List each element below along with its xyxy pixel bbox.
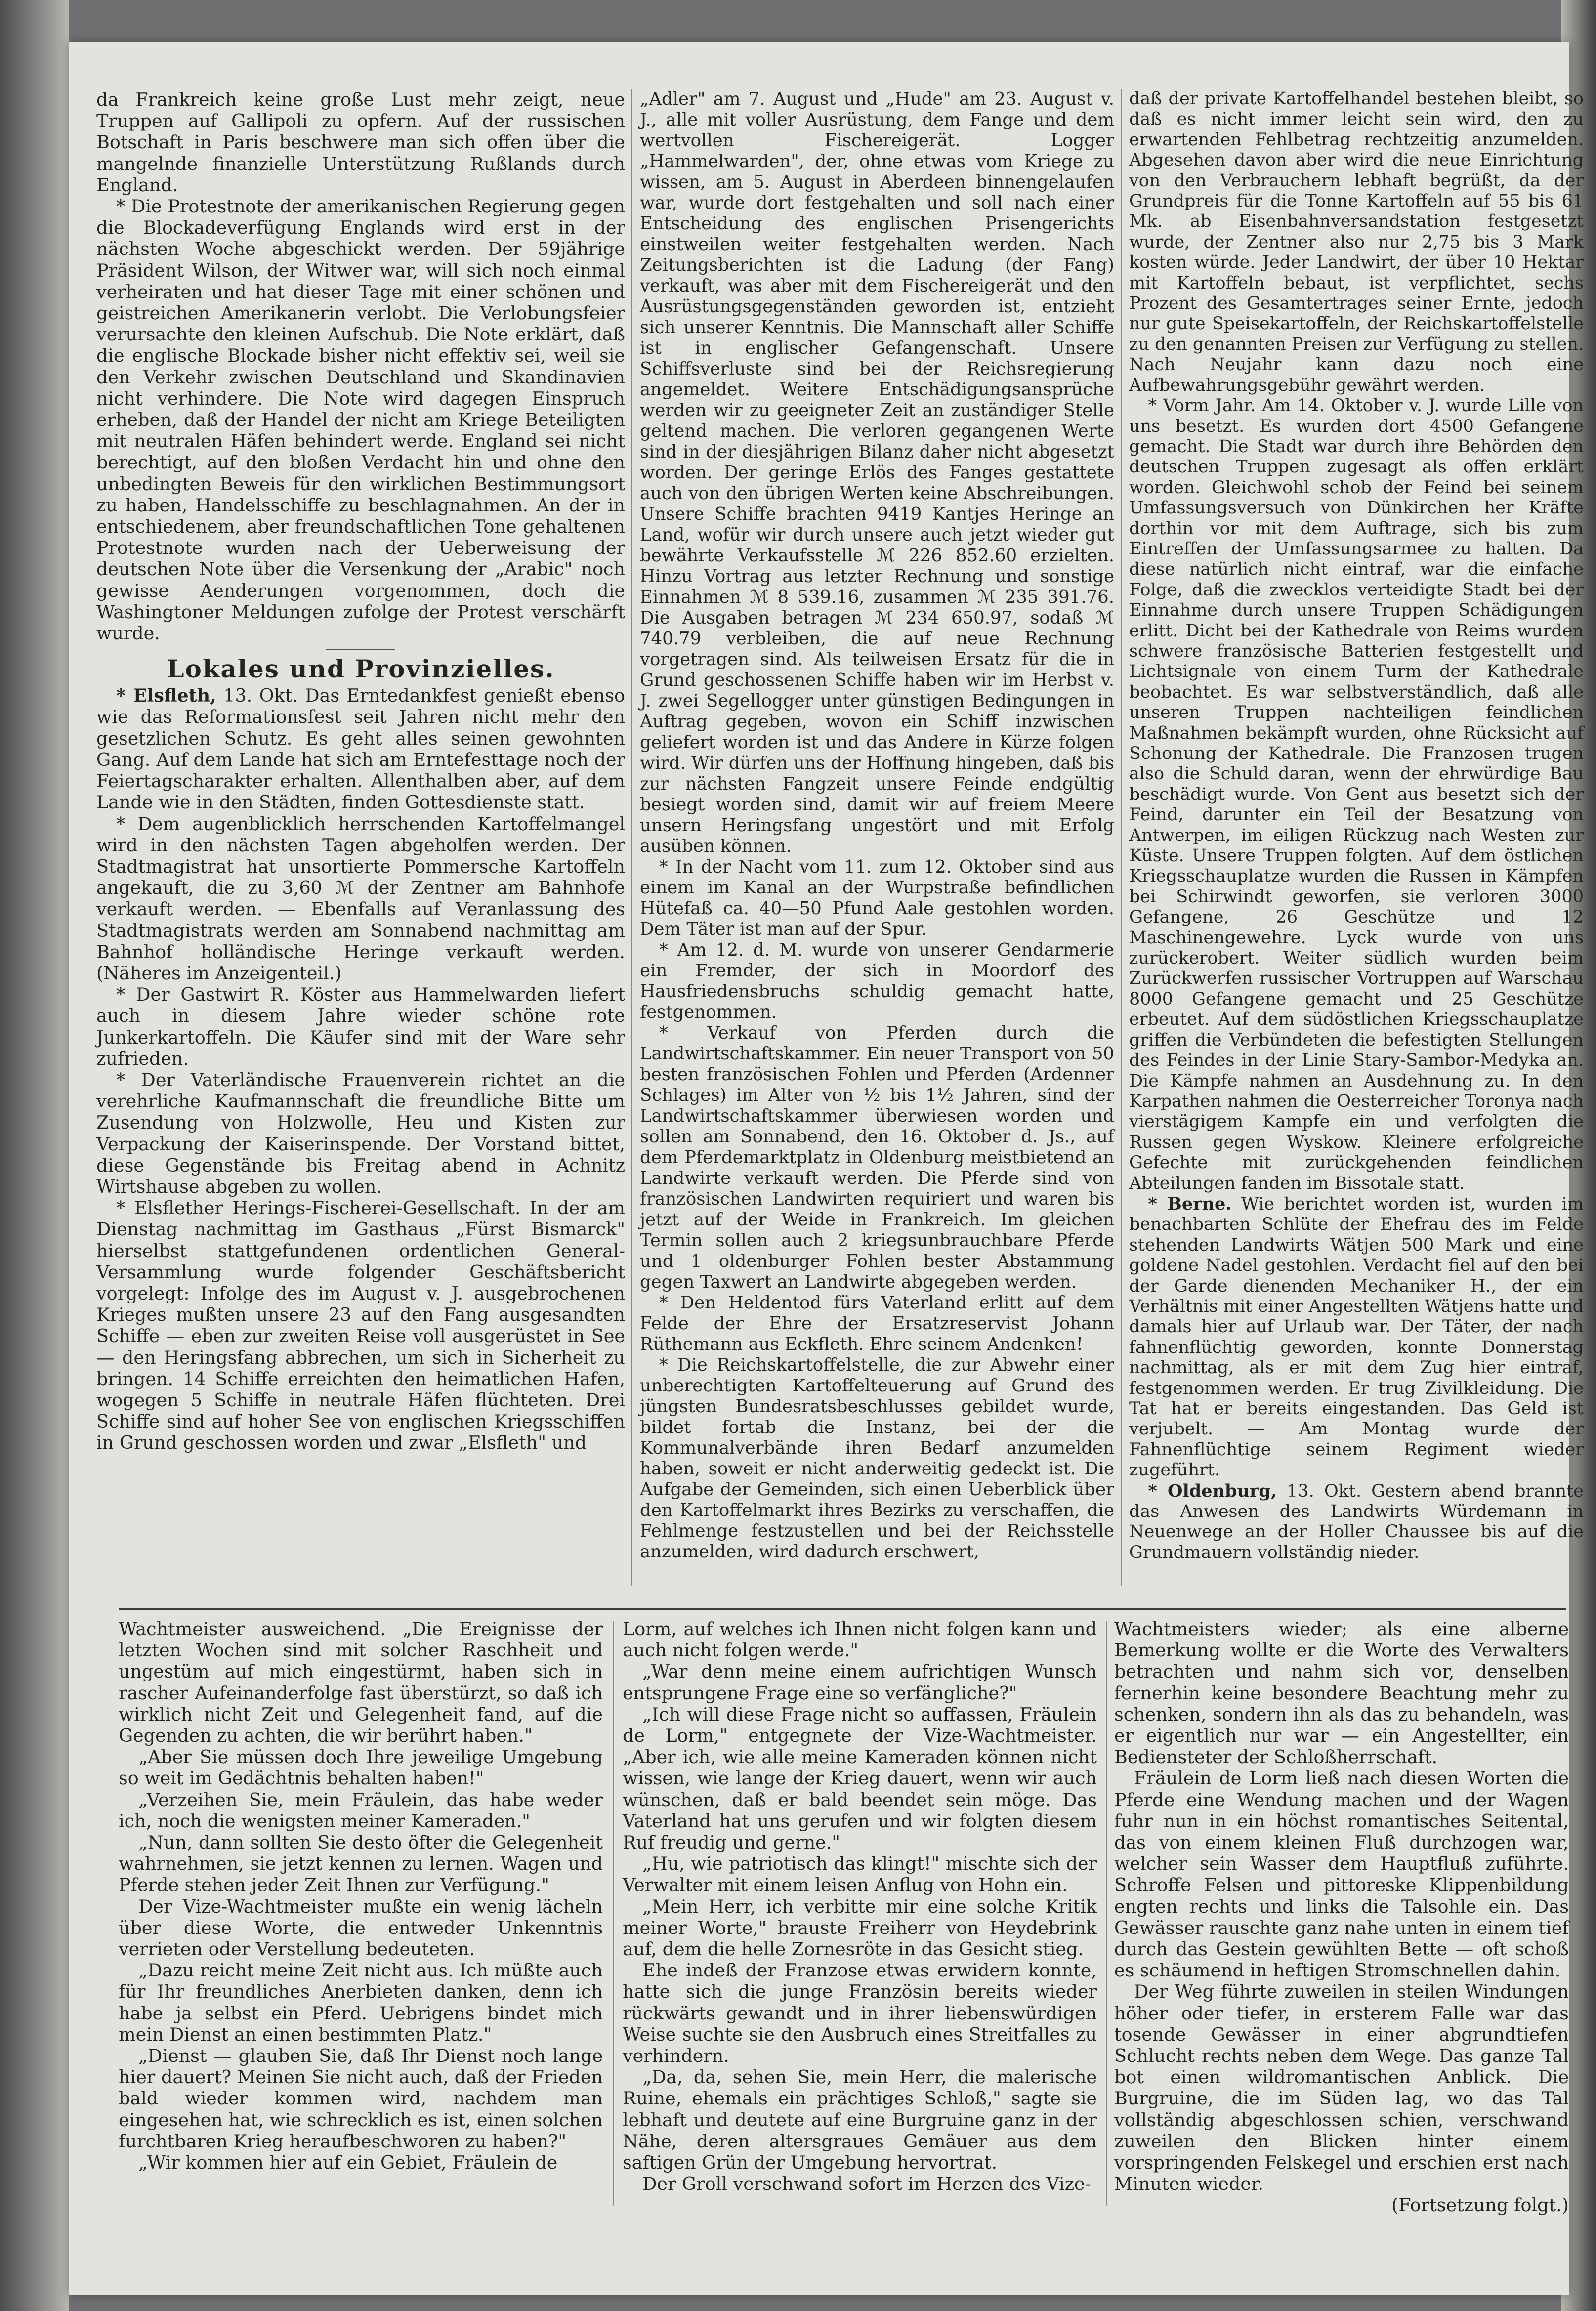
dateline: * Oldenburg, xyxy=(1148,1480,1277,1501)
column-rule xyxy=(1106,1621,1107,2206)
article-paragraph xyxy=(96,685,625,813)
feuilleton-column-3 xyxy=(1114,1618,1569,2216)
article-paragraph: * Elsflether Herings-Fischerei-Gesellschaft. In der am Dienstag nachmittag im Gasthaus „Fürst Bismarck" hierselbst stattgefundenen ordentlichen General-Versammlung wurde folgender Geschäftsbericht vorgelegt: Infolge des im August v. J. ausgebrochenen Krieges mußten unsere 23 auf den Fang ausgesandten Schiffe — eben zur zweiten Reise voll ausgerüstet in See — den Heringsfang abbrechen, um sich in Sicherheit zu bringen. 14 Schiffe erreichten den heimatlichen Hafen, wogegen 5 Schiffe in neutrale Häfen flüchteten. Drei Schiffe sind auf hoher See von englischen Kriegsschiffen in Grund geschossen worden und zwar „Elsfleth" und xyxy=(96,1197,625,1454)
article-paragraph xyxy=(1129,1481,1584,1563)
article-paragraph: daß der private Kartoffelhandel bestehen bleibt, so daß es nicht immer leicht sein wird, den zu erwartenden Fehlbetrag rechtzeitig anzumelden. Abgesehen davon aber wird die neue Einrichtung von den Verbrauchern lebhaft begrüßt, da der Grundpreis für die Tonne Kartoffeln auf 55 bis 61 Mk. ab Eisenbahnversandstation festgesetzt wurde, der Zentner also nur 2,75 bis 3 Mark kosten würde. Jeder Landwirt, der über 10 Hektar mit Kartoffeln bebaut, ist verpflichtet, sechs Prozent des Gesamtertrages seiner Ernte, jedoch nur gute Speisekartoffeln, der Reichskartoffelstelle zu den genannten Preisen zur Verfügung zu stellen. Nach Neujahr kann dazu noch eine Aufbewahrungsgebühr gewährt werden. xyxy=(1129,89,1584,395)
story-paragraph: „Da, da, sehen Sie, mein Herr, die malerische Ruine, ehemals ein prächtiges Schloß," sagte sie lebhaft und deutete auf eine Burgruine ganz in der Nähe, deren altersgraues Gemäuer aus dem saftigen Grün der Umgebung hervortrat. xyxy=(623,2066,1097,2174)
section-divider xyxy=(326,649,395,650)
story-paragraph: „Dazu reicht meine Zeit nicht aus. Ich müßte auch für Ihr freundliches Anerbieten danken, denn ich habe ja selbst ein Pferd. Uebrigens bindet mich mein Dienst an einen bestimmten Platz." xyxy=(119,1960,603,2045)
story-paragraph: Wachtmeister ausweichend. „Die Ereignisse der letzten Wochen sind mit solcher Raschheit und ungestüm auf mich eingestürmt, haben sich in rascher Aufeinanderfolge fast überstürzt, so daß ich wirklich nicht Zeit und Gelegenheit fand, auf die Gegenden zu achten, die wir berührt haben." xyxy=(119,1618,603,1747)
article-paragraph: * Am 12. d. M. wurde von unserer Gendarmerie ein Fremder, der sich in Moordorf des Hausfriedensbruchs schuldig gemacht hatte, festgenommen. xyxy=(640,940,1114,1022)
story-paragraph: „Verzeihen Sie, mein Fräulein, das habe weder ich, noch die wenigsten meiner Kameraden." xyxy=(119,1789,603,1832)
article-paragraph: da Frankreich keine große Lust mehr zeigt, neue Truppen auf Gallipoli zu opfern. Auf der russischen Botschaft in Paris beschwere man sich offen über die mangelnde finanzielle Unterstützung Rußlands durch England. xyxy=(96,89,625,196)
article-text: 13. Okt. Das Erntedankfest genießt ebenso wie das Reformationsfest seit Jahren nicht mehr den gesetzlichen Schutz. Es geht alles seinen gewohnten Gang. Auf dem Lande hat sich am Erntefesttage noch der Feiertagscharakter erhalten. Allenthalben aber, auf dem Lande wie in den Städten, finden Gottesdienste statt. xyxy=(96,685,625,813)
article-paragraph: * Den Heldentod fürs Vaterland erlitt auf dem Felde der Ehre der Ersatzreservist Johann Rüthemann aus Eckfleth. Ehre seinem Andenken! xyxy=(640,1293,1114,1354)
article-paragraph xyxy=(1129,1194,1584,1481)
story-paragraph: „Hu, wie patriotisch das klingt!" mischte sich der Verwalter mit einem leisen Anflug von Hohn ein. xyxy=(623,1853,1097,1896)
story-paragraph: „Dienst — glauben Sie, daß Ihr Dienst noch lange hier dauert? Meinen Sie nicht auch, daß der Frieden bald wieder kommen wird, nachdem man eingesehen hat, wie schrecklich es ist, einen solchen furchtbaren Krieg heraufbeschworen zu haben?" xyxy=(119,2045,603,2152)
feuilleton-separator xyxy=(119,1608,1566,1610)
feuilleton-column-1 xyxy=(119,1618,603,2173)
story-paragraph: „Mein Herr, ich verbitte mir eine solche Kritik meiner Worte," brauste Freiherr von Heydebrink auf, dem die helle Zornesröte in das Gesicht stieg. xyxy=(623,1895,1097,1960)
column-rule xyxy=(1121,89,1122,1586)
article-paragraph: * Die Protestnote der amerikanischen Regierung gegen die Blockadeverfügung Englands wird erst in der nächsten Woche abgeschickt werden. Der 59jährige Präsident Wilson, der Witwer war, will sich noch einmal verheiraten und hat dieser Tage mit einer schönen und geistreichen Amerikanerin verlobt. Die Verlobungsfeier verursachte den kleinen Aufschub. Die Note erklärt, daß die englische Blockade bisher nicht effektiv sei, weil sie den Verkehr zwischen Deutschland und Skandinavien nicht verhindere. Die Note wird dagegen Einspruch erheben, daß der Handel der nicht am Kriege Beteiligten mit neutralen Häfen behindert werde. England sei nicht berechtigt, auf den bloßen Verdacht hin und ohne den unbedingten Beweis für den wirklichen Bestimmungsort zu haben, Handelsschiffe zu beschlagnahmen. An der in entschiedenem, aber freundschaftlichen Tone gehaltenen Protestnote wurden nach der Ueberweisung der deutschen Note über die Versenkung der „Arabic" noch gewisse Aenderungen vorgenommen, doch die Washingtoner Meldungen zufolge der Protest verschärft wurde. xyxy=(96,196,625,644)
column-1 xyxy=(96,89,625,1454)
story-paragraph: „War denn meine einem aufrichtigen Wunsch entsprungene Frage eine so verfängliche?" xyxy=(623,1661,1097,1704)
column-rule xyxy=(631,89,632,1586)
article-paragraph: * Dem augenblicklich herrschenden Kartoffelmangel wird in den nächsten Tagen abgeholfen werden. Der Stadtmagistrat hat unsortierte Pommersche Kartoffeln angekauft, die zu 3,60 ℳ der Zentner am Bahnhofe verkauft werden. — Ebenfalls auf Veranlassung des Stadtmagistrats werden am Sonnabend nachmittag am Bahnhof holländische Heringe verkauft werden. (Näheres im Anzeigenteil.) xyxy=(96,813,625,984)
story-paragraph: Ehe indeß der Franzose etwas erwidern konnte, hatte sich die junge Französin bereits wieder rückwärts gewandt und in ihrer liebenswürdigen Weise suchte sie den Ausbruch eines Streitfalles zu verhindern. xyxy=(623,1960,1097,2067)
story-paragraph: Der Groll verschwand sofort im Herzen des Vize- xyxy=(642,2173,1091,2195)
story-paragraph: Fräulein de Lorm ließ nach diesen Worten die Pferde eine Wendung machen und der Wagen fuhr nun in ein höchst romantisches Seitental, das von einem kleinen Fluß durchzogen war, welcher sein Wasser dem Hauptfluß zuführte. Schroffe Felsen und pittoreske Klippenbildung engten rechts und links die Talsohle ein. Das Gewässer rauschte ganz nahe unten in einem tief durch das Gestein gewühlten Bette — oft schoß es schäumend in heftigen Stromschnellen dahin. xyxy=(1114,1767,1569,1981)
article-paragraph: * In der Nacht vom 11. zum 12. Oktober sind aus einem im Kanal an der Wurpstraße befindlichen Hütefaß ca. 40—50 Pfund Aale gestohlen worden. Dem Täter ist man auf der Spur. xyxy=(640,857,1114,939)
story-paragraph: „Nun, dann sollten Sie desto öfter die Gelegenheit wahrnehmen, sie jetzt kennen zu lernen. Wagen und Pferde stehen jeder Zeit Ihnen zur Verfügung." xyxy=(119,1832,603,1896)
dateline: * Berne. xyxy=(1148,1193,1232,1214)
feuilleton-column-2 xyxy=(623,1618,1097,2194)
article-text: 13. Okt. Gestern abend brannte das Anwesen des Landwirts Würdemann in Neuenwege an der Holler Chaussee bis auf die Grundmauern vollständig nieder. xyxy=(1129,1481,1584,1562)
column-3 xyxy=(1129,89,1584,1563)
story-paragraph: „Ich will diese Frage nicht so auffassen, Fräulein de Lorm," entgegnete der Vize-Wachtmeister. „Aber ich, wie alle meine Kameraden können nicht wissen, wie lange der Krieg dauert, wenn wir auch wünschen, daß er bald beendet sein möge. Das Vaterland hat uns gerufen und wir folgten diesem Ruf freudig und gerne." xyxy=(623,1703,1097,1853)
story-paragraph: Der Weg führte zuweilen in steilen Windungen höher oder tiefer, in ersterem Falle war das tosende Gewässer in einer abgrundtiefen Schlucht rechts neben dem Wege. Das ganze Tal bot einen wildromantischen Anblick. Die Burgruine, die im Süden lag, wo das Tal vollständig abgeschlossen schien, verschwand zuweilen den Blicken hinter einem vorspringenden Felskegel und erschien erst nach Minuten wieder. xyxy=(1114,1981,1569,2195)
article-paragraph: * Der Vaterländische Frauenverein richtet an die verehrliche Kaufmannschaft die freundliche Bitte um Zusendung von Holzwolle, Heu und Kisten zur Verpackung der Kaiserinspende. Der Vorstand bittet, diese Gegenstände bis Freitag abend in Achnitz Wirtshause abgeben zu wollen. xyxy=(96,1069,625,1197)
article-paragraph: * Die Reichskartoffelstelle, die zur Abwehr einer unberechtigten Kartoffelteuerung auf Grund des jüngsten Bundesratsbeschlusses gebildet wurde, bildet fortab die Instanz, bei der die Kommunalverbände ihren Bedarf anzumelden haben, soweit er nicht anderweitig gedeckt ist. Die Aufgabe der Gemeinden, sich einen Ueberblick über den Kartoffelmarkt ihres Bezirks zu verschaffen, die Fehlmenge festzustellen und bei der Reichsstelle anzumelden, wird dadurch erschwert, xyxy=(640,1355,1114,1562)
story-paragraph: Wachtmeisters wieder; als eine alberne Bemerkung wollte er die Worte des Verwalters betrachten und nahm sich vor, denselben fernerhin keine besondere Beachtung mehr zu schenken, sondern ihn als das zu behandeln, was er eigentlich nur war — ein Angestellter, ein Bediensteter der Schloßherrschaft. xyxy=(1114,1618,1569,1768)
article-paragraph: * Verkauf von Pferden durch die Landwirtschaftskammer. Ein neuer Transport von 50 besten französischen Fohlen und Pferden (Ardenner Schlages) im Alter von ½ bis 1½ Jahren, sind der Landwirtschaftskammer überwiesen worden und sollen am Sonnabend, den 16. Oktober d. Js., auf dem Pferdemarktplatz in Oldenburg meistbietend an Landwirte verkauft werden. Die Pferde sind von französischen Landwirten requiriert und waren bis jetzt auf der Weide in Frankreich. Im gleichen Termin sollen auch 2 kriegsunbrauchbare Pferde und 1 oldenburger Fohlen bester Abstammung gegen Taxwert an Landwirte abgegeben werden. xyxy=(640,1023,1114,1292)
article-text: Wie berichtet worden ist, wurden im benachbarten Schlüte der Ehefrau des im Felde stehenden Landwirts Wätjen 500 Mark und eine goldene Nadel gestohlen. Verdacht fiel auf den bei der Garde dienenden Mechaniker H., der ein Verhältnis mit einer Angestellten Wätjens hatte und damals hier auf Urlaub war. Der Täter, der nach fahnenflüchtig geworden, konnte Donnerstag nachmittag, als er mit dem Zug hier eintraf, festgenommen werden. Er trug Zivilkleidung. Die Tat hat er bereits eingestanden. Das Geld ist verjubelt. — Am Montag wurde der Fahnenflüchtige seinem Regiment wieder zugeführt. xyxy=(1129,1194,1584,1480)
article-paragraph: * Der Gastwirt R. Köster aus Hammelwarden liefert auch in diesem Jahre wieder schöne rote Junkerkartoffeln. Die Käufer sind mit der Ware sehr zufrieden. xyxy=(96,984,625,1069)
continuation-note: (Fortsetzung folgt.) xyxy=(1391,2194,1569,2216)
book-binding-edge xyxy=(0,0,69,2311)
story-paragraph: „Wir kommen hier auf ein Gebiet, Fräulein de xyxy=(138,2152,558,2174)
article-paragraph: * Vorm Jahr. Am 14. Oktober v. J. wurde Lille von uns besetzt. Es wurden dort 4500 Gefangene gemacht. Die Stadt war durch ihre Behörden den deutschen Truppen zugesagt als offen erklärt worden. Gleichwohl schob der Feind bei seinem Umfassungsversuch von Dünkirchen her Kräfte dorthin vor mit dem Auftrage, sich bis zum Eintreffen der Umfassungsarmee zu halten. Da diese natürlich nicht eintraf, war die einfache Folge, daß die zwecklos verteidigte Stadt bei der Einnahme durch unsere Truppen Schädigungen erlitt. Dicht bei der Kathedrale von Reims wurden schwere französische Batterien festgestellt und Lichtsignale von einem Turm der Kathedrale beobachtet. Es war selbstverständlich, daß alle unseren Truppen nachteiligen feindlichen Maßnahmen bekämpft wurden, ohne Rücksicht auf Schonung der Kathedrale. Die Franzosen trugen also die Schuld daran, wenn der ehrwürdige Bau beschädigt wurde. Von Gent aus besetzt sich der Feind, darunter ein Teil der Besatzung von Antwerpen, im eiligen Rückzug nach Westen zur Küste. Unsere Truppen folgten. Auf dem östlichen Kriegsschauplatze wurden die Russen in Kämpfen bei Schirwindt geworfen, sie verloren 3000 Gefangene, 26 Geschütze und 12 Maschinengewehre. Lyck wurde von uns zurückerobert. Weiter südlich wurden beim Zurückwerfen russischer Vortruppen auf Warschau 8000 Gefangene gemacht und 25 Geschütze erbeutet. Auf dem südöstlichen Kriegsschauplatze griffen die Verbündeten die befestigten Stellungen des Feindes in der Linie Stary-Sambor-Medyka an. Die Kämpfe nahmen an Ausdehnung zu. In den Karpathen nahmen die Oesterreicher Toronya nach vierstägigem Kampfe ein und verfolgten die Russen gegen Wyskow. Kleinere erfolgreiche Gefechte mit zurückgehenden feindlichen Abteilungen fanden im Bissotale statt. xyxy=(1129,396,1584,1193)
section-heading: Lokales und Provinzielles. xyxy=(167,654,555,684)
column-rule xyxy=(613,1621,614,2206)
column-2 xyxy=(640,89,1114,1562)
story-paragraph: „Aber Sie müssen doch Ihre jeweilige Umgebung so weit im Gedächtnis behalten haben!" xyxy=(119,1746,603,1789)
article-paragraph: „Adler" am 7. August und „Hude" am 23. August v. J., alle mit voller Ausrüstung, dem Fange und dem wertvollen Fischereigerät. Logger „Hammelwarden", der, ohne etwas vom Kriege zu wissen, am 5. August in Aberdeen binnengelaufen war, wurde dort festgehalten und soll nach einer Entscheidung des englischen Prisengerichts einstweilen weiter festgehalten werden. Nach Zeitungsberichten ist die Ladung (der Fang) verkauft, was aber mit dem Fischereigerät und den Ausrüstungsgegenständen geworden ist, entzieht sich unserer Kenntnis. Die Mannschaft aller Schiffe ist in englischer Gefangenschaft. Unsere Schiffsverluste sind bei der Reichsregierung angemeldet. Weitere Entschädigungsansprüche werden wir zu geeigneter Zeit an zuständiger Stelle geltend machen. Die verloren gegangenen Werte sind in der diesjährigen Bilanz daher nicht abgesetzt worden. Der geringe Erlös des Fanges gestattete auch von den übrigen Werten keine Abschreibungen. Unsere Schiffe brachten 9419 Kantjes Heringe an Land, wofür wir durch unsere auch jetzt wieder gut bewährte Verkaufsstelle ℳ 226 852.60 erzielten. Hinzu Vortrag aus letzter Rechnung und sonstige Einnahmen ℳ 8 539.16, zusammen ℳ 235 391.76. Die Ausgaben betragen ℳ 234 650.97, sodaß ℳ 740.79 verbleiben, die auf neue Rechnung vorgetragen sind. Als teilweisen Ersatz für die in Grund geschossenen Schiffe haben wir im Herbst v. J. zwei Segellogger unter günstigen Bedingungen in Auftrag gegeben, wovon ein Schiff inzwischen geliefert worden ist und das Andere in Kürze folgen wird. Wir dürfen uns der Hoffnung hingeben, daß bis zur nächsten Fangzeit unsere Feinde endgültig besiegt worden sind, damit wir auf freiem Meere unsern Heringsfang ungestört und mit Erfolg ausüben können. xyxy=(640,89,1114,856)
story-paragraph: Der Vize-Wachtmeister mußte ein wenig lächeln über diese Worte, die entweder Unkenntnis verrieten oder Verstellung bedeuteten. xyxy=(119,1895,603,1960)
dateline: * Elsfleth, xyxy=(116,685,216,707)
story-paragraph: Lorm, auf welches ich Ihnen nicht folgen kann und auch nicht folgen werde." xyxy=(623,1618,1097,1661)
